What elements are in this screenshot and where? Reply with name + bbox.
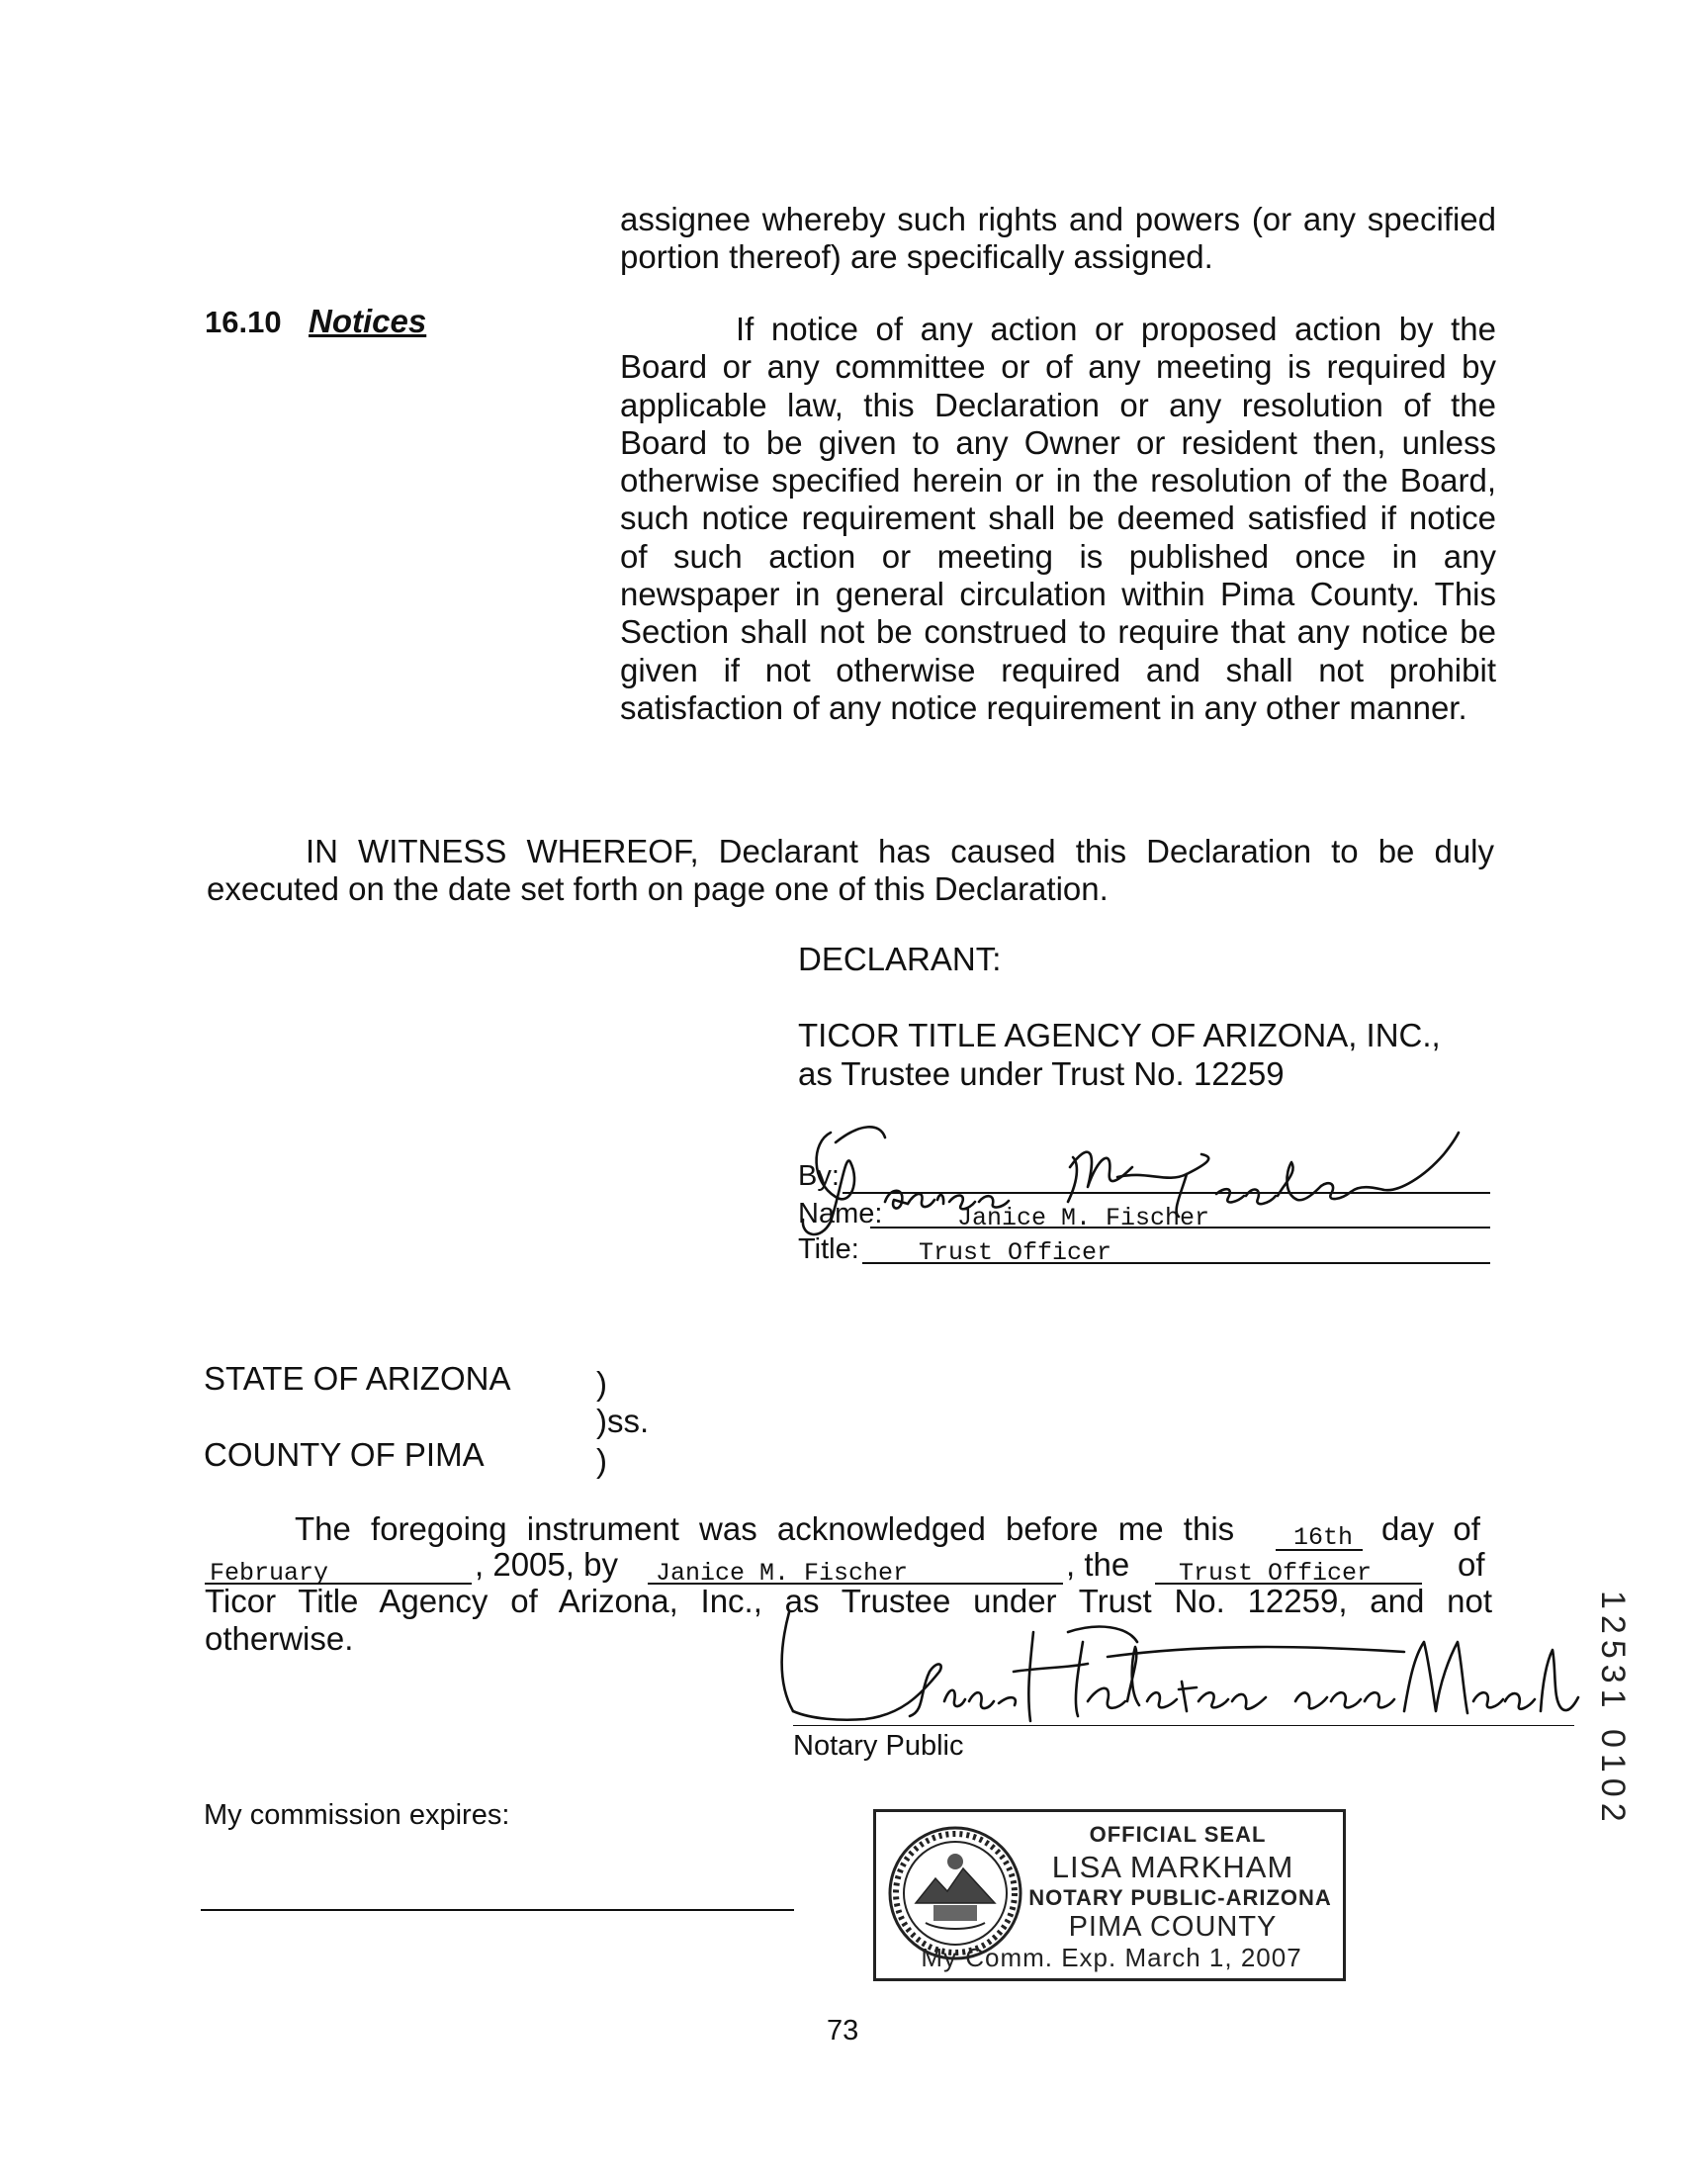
ack-title-value: Trust Officer (1179, 1559, 1373, 1588)
witness-paragraph (207, 833, 1494, 909)
notary-signature-line (793, 1725, 1574, 1726)
seal-county: PIMA COUNTY (1068, 1911, 1278, 1943)
ack-month-value: February (210, 1559, 329, 1588)
state-label: STATE OF ARIZONA (204, 1360, 511, 1397)
declarant-company: TICOR TITLE AGENCY OF ARIZONA, INC., (798, 1017, 1441, 1053)
paragraph-line: Board or any committee or of any meeting is required by (620, 348, 1496, 386)
seal-role: NOTARY PUBLIC-ARIZONA (1028, 1885, 1332, 1910)
paragraph-line: of such action or meeting is published once in any (620, 537, 1496, 575)
paragraph-line: If notice of any action or proposed action by the (736, 311, 1496, 347)
title-label: Title: (798, 1233, 859, 1265)
declarant-signature (791, 1103, 1483, 1251)
declarant-heading: DECLARANT: (798, 941, 1002, 977)
commission-label: My commission expires: (204, 1799, 510, 1831)
ack-name-value: Janice M. Fischer (656, 1559, 909, 1588)
intro-line: portion thereof) are specifically assigned. (620, 238, 1213, 276)
ack-line2-the: , the (1066, 1546, 1130, 1583)
side-number-text: 12531 0102 (1594, 1591, 1632, 1828)
page-number: 73 (827, 2015, 859, 2047)
section-title: Notices (309, 303, 427, 339)
state-seal-emblem (886, 1824, 1024, 1962)
paragraph-line: Section shall not be construed to require that any notice be (620, 613, 1496, 651)
paragraph-line: applicable law, this Declaration or any resolution of the (620, 386, 1496, 423)
notary-public-label: Notary Public (793, 1730, 964, 1762)
seal-name: LISA MARKHAM (1051, 1850, 1294, 1884)
ack-line1-text: The foregoing instrument was acknowledged before me this (295, 1510, 1235, 1547)
county-label: COUNTY OF PIMA (204, 1436, 485, 1473)
paragraph-line: satisfaction of any notice requirement in any other manner. (620, 688, 1467, 726)
intro-line: assignee whereby such rights and powers (or any specified (620, 201, 1496, 237)
ack-line2-year: , 2005, by (475, 1546, 618, 1583)
paragraph-line: otherwise specified herein or in the resolution of the Board, (620, 462, 1496, 500)
paragraph-line: Board to be given to any Owner or resident then, unless (620, 423, 1496, 461)
notices-paragraph (620, 311, 1496, 727)
declarant-trust: as Trustee under Trust No. 12259 (798, 1055, 1285, 1092)
witness-line: executed on the date set forth on page one of this Declaration. (207, 870, 1109, 908)
seal-expiry: My Comm. Exp. March 1, 2007 (921, 1943, 1302, 1972)
signature-line-title (862, 1262, 1490, 1264)
name-label: Name: (798, 1198, 883, 1229)
commission-line (201, 1909, 794, 1911)
ack-day-line (1276, 1549, 1363, 1551)
venue-paren-1: ) (596, 1365, 607, 1402)
title-value: Trust Officer (919, 1238, 1112, 1267)
intro-paragraph (620, 201, 1496, 277)
ack-line4: otherwise. (205, 1620, 354, 1658)
ack-line3: Ticor Title Agency of Arizona, Inc., as Trustee under Trust No. 12259, and not (205, 1583, 1492, 1619)
ack-day-value: 16th (1293, 1523, 1354, 1552)
venue-paren-2: ) (596, 1442, 607, 1479)
seal-heading: OFFICIAL SEAL (1089, 1822, 1267, 1847)
paragraph-line: such notice requirement shall be deemed satisfied if notice (620, 500, 1496, 537)
side-recording-number (1582, 1591, 1642, 1867)
official-seal-stamp (873, 1809, 1346, 1981)
name-value: Janice M. Fischer (957, 1204, 1210, 1232)
paragraph-line: newspaper in general circulation within Pima County. This (620, 576, 1496, 613)
by-label: By: (798, 1160, 840, 1192)
ack-line1-end: day of (1381, 1510, 1480, 1547)
paragraph-line: given if not otherwise required and shall not prohibit (620, 651, 1496, 688)
witness-line: IN WITNESS WHEREOF, Declarant has caused this Declaration to be duly (306, 833, 1494, 869)
section-number: 16.10 (205, 305, 282, 339)
venue-ss: )ss. (596, 1403, 650, 1439)
ack-line2-of: of (1458, 1546, 1485, 1583)
